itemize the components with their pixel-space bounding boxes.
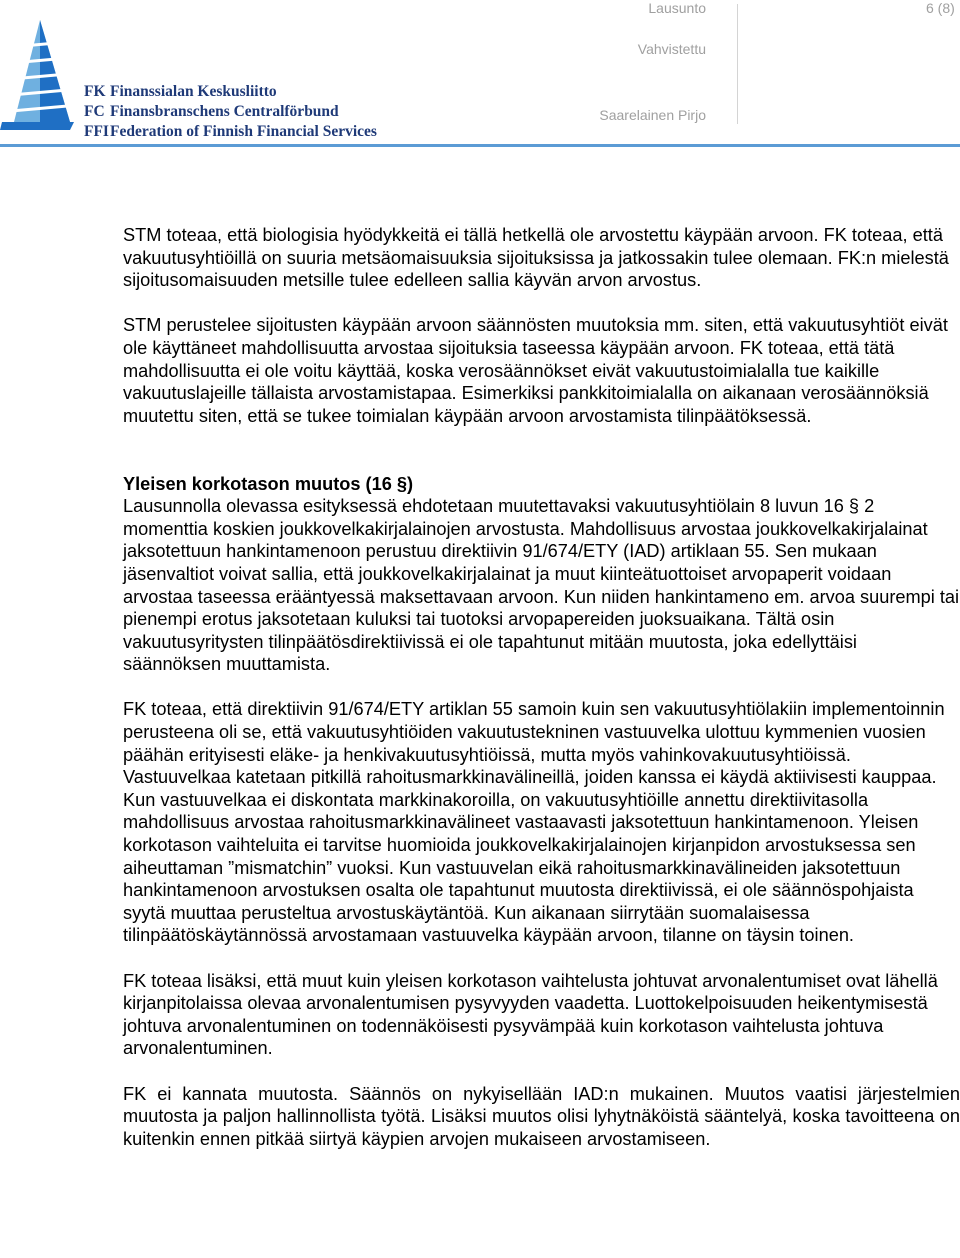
section-heading: Yleisen korkotason muutos (16 §) [123, 473, 414, 494]
logo-line-fk: FK Finanssialan Keskusliitto [84, 83, 277, 100]
paragraph-fair-value: STM perustelee sijoitusten käypään arvoon säännösten muutoksia mm. siten, että vakuutusyhtiöt eivät ole käyttäneet mahdollisuutta arvostaa sijoituksia taseessa käypään arvoon. FK toteaa, että tätä mahdollisuutta ei ole voitu käyttää, koska verosäännökset eivät vakuutustoimialalla tue kaikille vakuutuslajeille tällaista arvostamistapaa. Esimerkiksi pankkitoimialalla on aikanaan verosäännöksiä muutettu siten, että se tukee toimialan käypään arvoon arvostamista tilinpäätöksessä. [123, 315, 948, 426]
doc-type: Lausunto [648, 0, 706, 16]
paragraph-conclusion: FK ei kannata muutosta. Säännös on nykyisellään IAD:n mukainen. Muutos vaatisi järjestelmien muutosta ja paljon hallinnollista työtä. Lisäksi muutos olisi lyhytnäköistä sääntelyä, koska tavoitteena on kuitenkin ennen pitkää siirtyä käypien arvojen mukaiseen arvostamiseen. [123, 1083, 960, 1149]
logo-line-fc: FC Finansbranschens Centralförbund [84, 103, 339, 120]
logo-line-ffi: FFIFederation of Finnish Financial Services [84, 123, 377, 140]
doc-status: Vahvistettu [637, 41, 706, 57]
paragraph-directive: FK toteaa, että direktiivin 91/674/ETY artiklan 55 samoin kuin sen vakuutusyhtiölakiin implementoinnin perusteena oli se, että vakuutusyhtiöiden vakuutustekninen vastuuvelka ulottuu kymmenien vuosien päähän erityisesti eläke- ja henkivakuutusyhtiöissä, mutta myös vahinkovakuutusyhtiöissä. Vastuuvelkaa katetaan pitkillä rahoitusmarkkinavälineillä, joiden kanssa ei käydä aktiivisesti kauppaa. Kun vastuuvelkaa ei diskontata markkinakoroilla, on vakuutusyhtiöille annettu direktiivitasolla mahdollisuus arvostaa rahoitusmarkkinavälineet vastaavasti jaksotettuun hankintamenoon. Yleisen korkotason vaihteluita ei tarvitse huomioida joukkovelkakirjalainojen kirjanpidon arvostuksessa sen aiheuttaman ”mismatchin” vuoksi. Kun vastuuvelan eikä rahoitusmarkkinavälineiden jaksotettuun hankintamenoon arvostuksen osalta ole tapahtunut muutosta direktiivissä, ei ole säännöspohjaista syytä muuttaa perusteltua arvostuskäytäntöä. Kun aikanaan siirrytään suomalaisessa tilinpäätöskäytännössä arvostamaan vastuuvelka käypään arvoon, tilanne on täysin toinen. [123, 699, 945, 946]
fk-logo [0, 18, 390, 140]
header-divider [737, 4, 738, 124]
page-header [0, 0, 960, 148]
document-meta [560, 0, 710, 124]
doc-author: Saarelainen Pirjo [599, 107, 706, 123]
pyramid-logo-icon [0, 18, 90, 130]
header-rule [0, 144, 960, 147]
paragraph-proposal: Lausunnolla olevassa esityksessä ehdotetaan muutettavaksi vakuutusyhtiölain 8 luvun 16 § 2 momenttia koskien joukkovelkakirjalainojen arvostusta. Mahdollisuus arvostaa joukkovelkakirjalainat jaksotettuun hankintamenoon perustuu direktiivin 91/674/ETY (IAD) artiklaan 55. Sen mukaan jäsenvaltiot voivat sallia, että joukkovelkakirjalainat ja muut kiinteätuottoiset arvopaperit voidaan arvostaa taseessa erääntyessä maksettavaan arvoon. Kun niiden hankintameno em. arvoa suurempi tai pienempi erotus jaksotetaan kuluksi tai tuotoksi arvopapereiden juoksuaikana. Tältä osin vakuutusyritysten tilinpäätösdirektiivissä ei ole tapahtunut mitään muutosta, joka edellyttäisi säännöksen muuttamista. [123, 496, 960, 675]
document-body [123, 224, 960, 1173]
page-number: 6 (8) [926, 0, 955, 16]
paragraph-biological-assets: STM toteaa, että biologisia hyödykkeitä ei tällä hetkellä ole arvostettu käypään arvoon. FK toteaa, että vakuutusyhtiöillä on suuria metsäomaisuuksia sijoituksissa ja jatkossakin tulee olemaan. FK:n mielestä sijoitusomaisuuden metsille tulee edelleen sallia käyvän arvon arvostus. [123, 225, 949, 291]
paragraph-impairment: FK toteaa lisäksi, että muut kuin yleisen korkotason vaihtelusta johtuvat arvonalentumiset ovat lähellä kirjanpitolaissa olevaa arvonalentumisen pysyvyyden vaadetta. Luottokelpoisuuden heikentymisestä johtuva arvonalentuminen on todennäköisesti pysyvämpää kuin korkotason vaihtelusta johtuva arvonalentuminen. [123, 970, 938, 1059]
